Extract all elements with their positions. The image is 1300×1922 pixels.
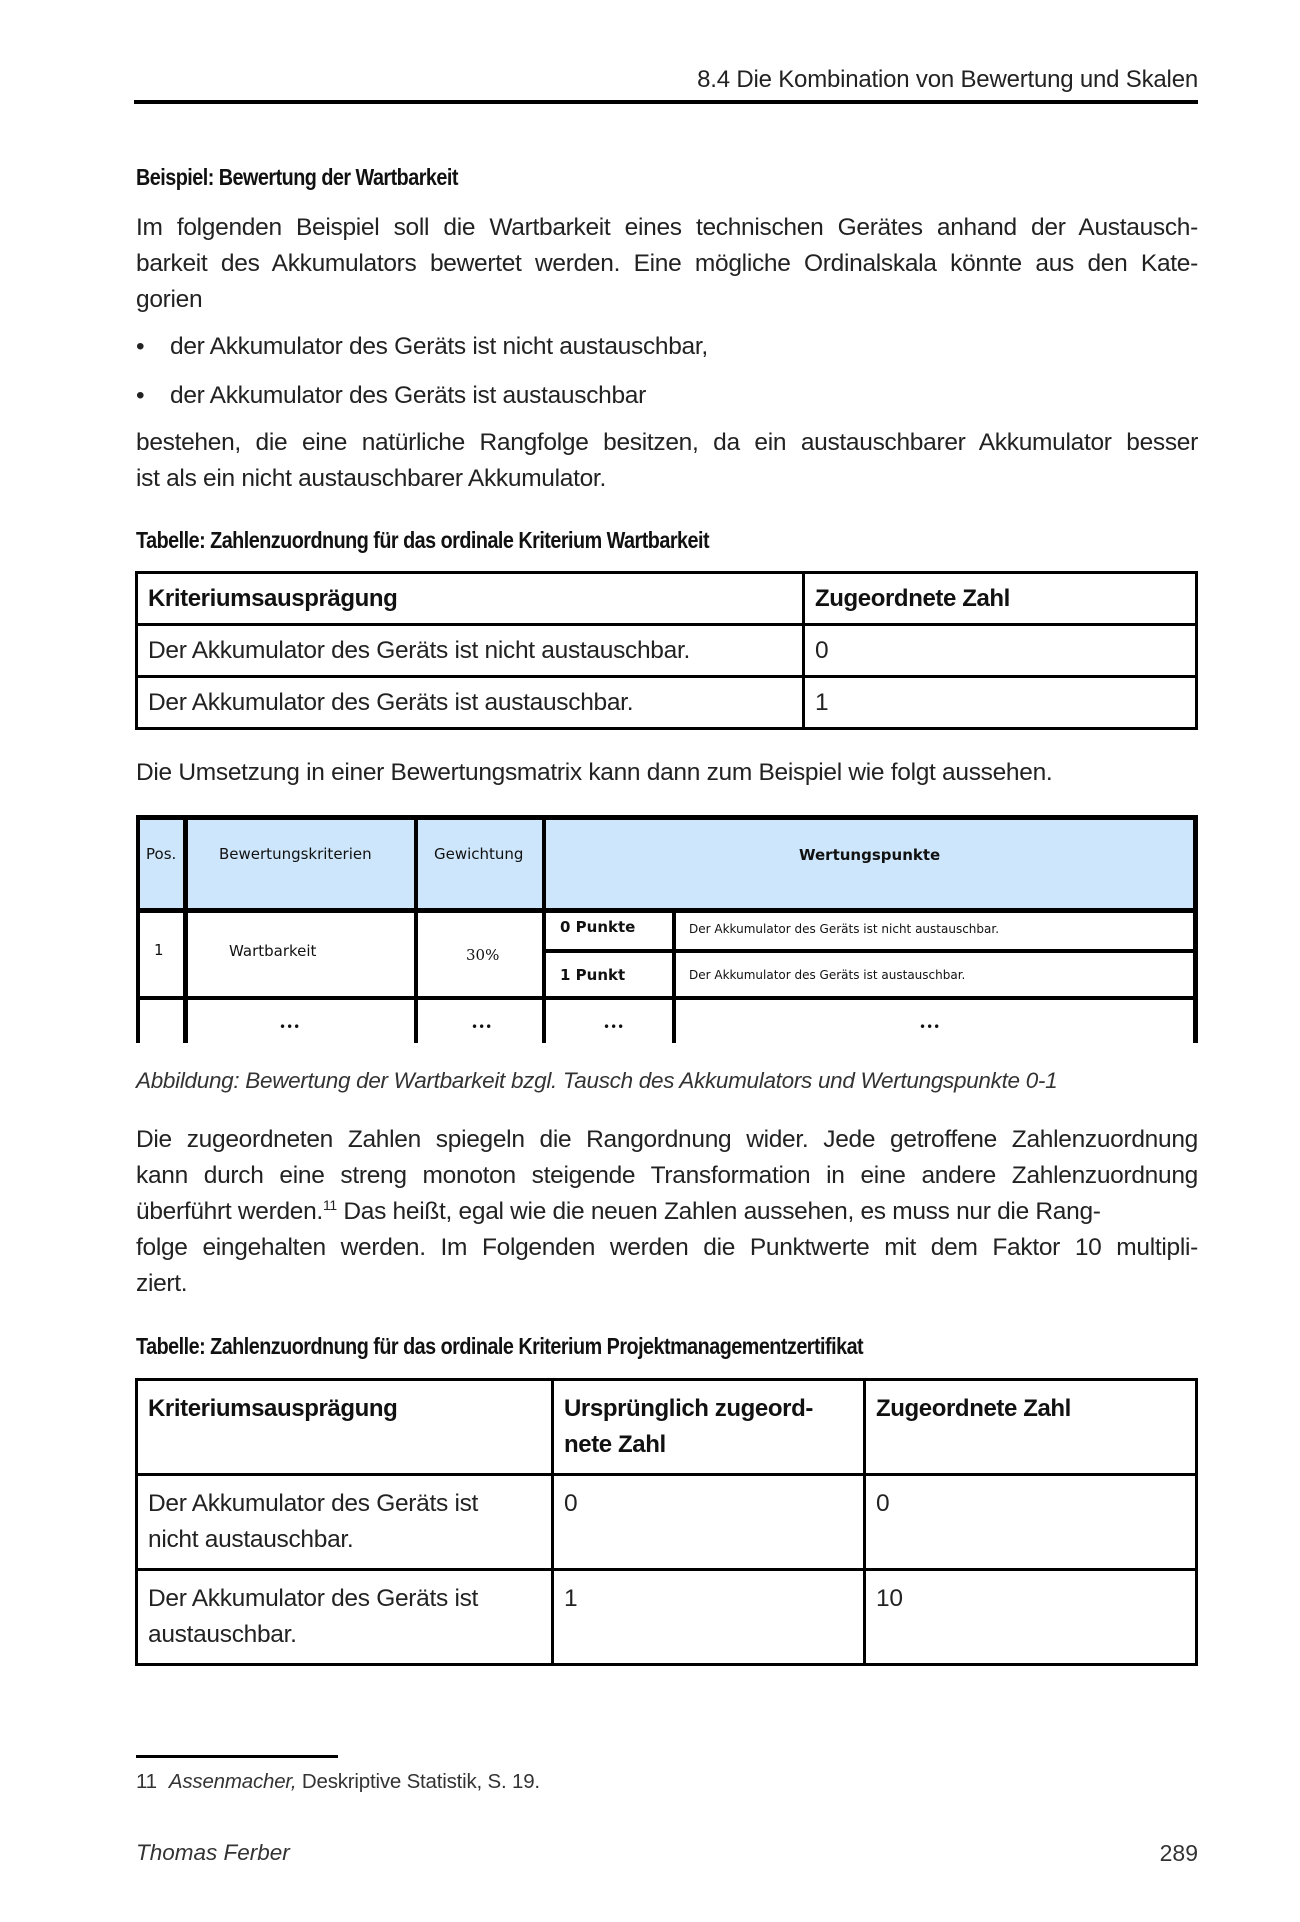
matrix-border-left [136,815,140,1043]
header-cell [553,1380,865,1475]
table-row [137,625,1197,677]
matrix-header-points: Wertungspunkte [799,846,941,864]
matrix-level-label: 0 Punkte [560,918,636,936]
page-number: 289 [1159,1840,1198,1866]
matrix-row-pos: 1 [154,941,164,959]
table-row [137,677,1197,729]
bullet-icon: • [136,382,145,409]
header-cell: Kriteriumsausprägung [137,1380,553,1475]
footnote-rule [136,1755,338,1758]
paragraph-text: Das heißt, egal wie die neuen Zahlen aussehen, es muss nur die Rang- [336,1198,1101,1225]
matrix-rule [183,815,188,1043]
matrix-rule [542,815,546,1043]
header-cell: Kriteriumsausprägung [137,573,804,625]
cell-new-value: 0 [865,1475,1197,1570]
matrix-header-criteria: Bewertungskriterien [219,845,372,863]
after-bullets-paragraph [136,425,1198,497]
matrix-header-weight: Gewichtung [434,845,524,863]
table-row [137,1475,1197,1570]
intro-line: Im folgenden Beispiel soll die Wartbarkeit eines technischen Gerätes anhand der Austausch- [136,214,1198,241]
cell-criterion [137,1570,553,1665]
footnote-reference[interactable]: 11 [322,1196,337,1213]
matrix-intro [136,755,1198,791]
header-cell: Zugeordnete Zahl [865,1380,1197,1475]
table-wartbarkeit [135,571,1198,730]
footnote-text: Deskriptive Statistik, S. 19. [296,1770,540,1793]
bullet-item [136,333,708,361]
header-text: Ursprünglich zugeord- [564,1395,813,1422]
table-header-row [137,1380,1197,1475]
matrix-rule [414,815,418,1043]
paragraph-line: ist als ein nicht austauschbarer Akkumulator. [136,465,606,492]
cell-original-value: 1 [553,1570,865,1665]
cell-text: austauschbar. [148,1621,297,1648]
matrix-ellipsis: ••• [919,1020,941,1034]
intro-line: gorien [136,286,203,313]
matrix-row-weight: 30% [466,946,500,964]
matrix-level-label: 1 Punkt [560,966,626,984]
matrix-ellipsis: ••• [471,1020,493,1034]
table-row [137,1570,1197,1665]
matrix-ellipsis: ••• [279,1020,301,1034]
matrix-ellipsis: ••• [603,1020,625,1034]
table-projektmanagement [135,1378,1198,1666]
figure-caption: Abbildung: Bewertung der Wartbarkeit bzgl. Tausch des Akkumulators und Wertungspunkte 0-1 [136,1068,1058,1093]
matrix-row-criterion: Wartbarkeit [229,942,317,960]
cell-value: 0 [804,625,1197,677]
table1-caption: Tabelle: Zahlenzuordnung für das ordinale Kriterium Wartbarkeit [136,527,710,553]
paragraph-line: folge eingehalten werden. Im Folgenden werden die Punktwerte mit dem Faktor 10 multipli- [136,1234,1198,1261]
cell-original-value: 0 [553,1475,865,1570]
cell-criterion: Der Akkumulator des Geräts ist austauschbar. [137,677,804,729]
matrix-border-top [136,815,1198,820]
matrix-header-pos: Pos. [146,845,177,863]
header-cell: Zugeordnete Zahl [804,573,1197,625]
footnote-author: Assenmacher, [168,1770,297,1793]
paragraph-line: ziert. [136,1270,188,1297]
footnote-number: 11 [136,1770,157,1793]
matrix-rule [136,908,1198,913]
body-paragraph-2 [136,1122,1198,1302]
cell-text: Der Akkumulator des Geräts ist [148,1490,479,1517]
bullet-text: der Akkumulator des Geräts ist austauschbar [170,382,646,409]
paragraph-text: überführt werden. [136,1198,323,1225]
cell-criterion [137,1475,553,1570]
footer-author: Thomas Ferber [136,1840,290,1865]
header-rule [134,100,1198,104]
cell-criterion: Der Akkumulator des Geräts ist nicht austauschbar. [137,625,804,677]
matrix-border-right [1193,815,1198,1043]
matrix-rule [672,908,676,1043]
header-text: nete Zahl [564,1431,666,1458]
bullet-item [136,382,646,410]
matrix-level-description: Der Akkumulator des Geräts ist nicht austauschbar. [689,922,1000,936]
table-header-row [137,573,1197,625]
running-header: 8.4 Die Kombination von Bewertung und Skalen [697,66,1198,93]
matrix-rule [543,949,1198,953]
cell-value: 1 [804,677,1197,729]
example-heading: Beispiel: Bewertung der Wartbarkeit [136,164,458,190]
bullet-text: der Akkumulator des Geräts ist nicht austauschbar, [170,333,708,360]
cell-text: nicht austauschbar. [148,1526,354,1553]
evaluation-matrix [136,815,1198,1043]
paragraph-line: kann durch eine streng monoton steigende Transformation in eine andere Zahlenzuordnung [136,1162,1198,1189]
bullet-icon: • [136,333,145,360]
intro-paragraph [136,210,1198,318]
cell-text: Der Akkumulator des Geräts ist [148,1585,479,1612]
paragraph-line [136,1194,1198,1230]
intro-line: barkeit des Akkumulators bewertet werden. Eine mögliche Ordinalskala könnte aus den Kate- [136,250,1198,277]
paragraph-line: Die Umsetzung in einer Bewertungsmatrix kann dann zum Beispiel wie folgt aussehen. [136,759,1053,786]
paragraph-line: bestehen, die eine natürliche Rangfolge besitzen, da ein austauschbarer Akkumulator besser [136,429,1198,456]
table2-caption: Tabelle: Zahlenzuordnung für das ordinale Kriterium Projektmanagementzertifikat [136,1333,864,1359]
matrix-rule [136,996,1198,1000]
cell-new-value: 10 [865,1570,1197,1665]
paragraph-line: Die zugeordneten Zahlen spiegeln die Rangordnung wider. Jede getroffene Zahlenzuordnung [136,1126,1198,1153]
footnote [136,1770,540,1794]
matrix-level-description: Der Akkumulator des Geräts ist austauschbar. [689,968,966,982]
